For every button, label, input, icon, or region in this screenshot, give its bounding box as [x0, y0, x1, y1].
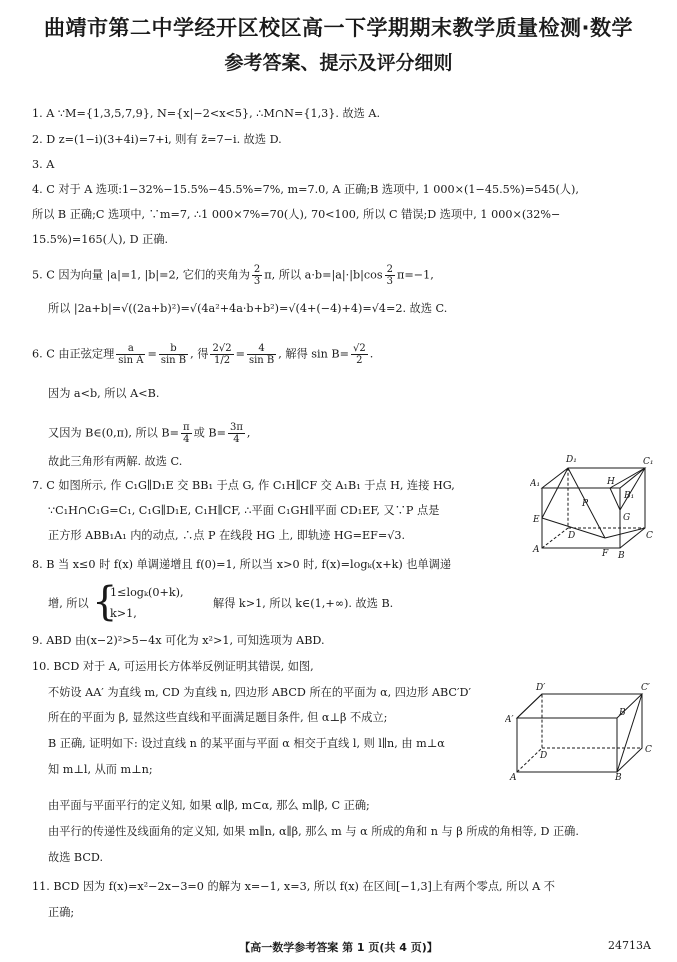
answer-q7-line1: 7. C 如图所示, 作 C₁G∥D₁E 交 BB₁ 于点 G, 作 C₁H∥CF 交 A₁B₁ 于点 H, 连接 HG, [32, 479, 455, 492]
answer-q8-cond1: 1≤logₖ(0+k), [110, 586, 184, 599]
answer-q10-line3: 所在的平面为 β, 显然这些直线和平面满足题目条件, 但 α⊥β 不成立; [48, 711, 388, 724]
cuboid-figure-q10 [505, 680, 663, 782]
answer-q10-line5: 知 m⊥l, 从而 m⊥n; [48, 763, 153, 776]
fig7-label-d: D [568, 531, 576, 541]
answer-q8-line2: 解得 k>1, 所以 k∈(1,+∞). 故选 B. [213, 597, 394, 610]
answer-q10-line7: 由平行的传递性及线面角的定义知, 如果 m∥n, α∥β, 那么 m 与 α 所成的角和 n 与 β 所成的角相等, D 正确. [48, 825, 579, 838]
fig7-label-c: C [646, 531, 653, 541]
answer-q7-line2: ∵C₁H∩C₁G=C₁, C₁G∥D₁E, C₁H∥CF, ∴平面 C₁GH∥平面 CD₁EF, 又∵P 点是 [48, 504, 440, 517]
answer-q6-line1: 6. C 由正弦定理 $\frac{a}{\text{sin A}}$ = $\frac{b}{\text{sin B}}$ , 得 $\frac{2√2}{1/2}$ = $\frac{4}{\text{sin B}}$ , 解得 sin B= $\frac{√2}{2}$ . [32, 343, 374, 366]
answer-q10-line1: 10. BCD 对于 A, 可运用长方体举反例证明其错误, 如图, [32, 660, 314, 673]
answer-q4-line1: 4. C 对于 A 选项:1−32%−15.5%−45.5%=7%, m=7.0, A 正确;B 选项中, 1 000×(1−45.5%)=545(人), [32, 183, 579, 196]
answer-q2: 2. D z=(1−i)(3+4i)=7+i, 则有 z̄=7−i. 故选 D. [32, 133, 282, 146]
fig10-label-d-prime: D′ [536, 683, 546, 693]
answer-q10-line4: B 正确, 证明如下: 设过直线 n 的某平面与平面 α 相交于直线 l, 则 l∥n, 由 m⊥α [48, 737, 445, 750]
doc-code: 24713A [608, 939, 651, 952]
fig7-label-b1: B₁ [624, 491, 635, 501]
answer-q8-line1: 8. B 当 x≤0 时 f(x) 单调递增且 f(0)=1, 所以当 x>0 时, f(x)=logₖ(x+k) 也单调递 [32, 558, 452, 571]
page-title: 曲靖市第二中学经开区校区高一下学期期末教学质量检测·数学 [44, 16, 633, 40]
answer-q6-line4: 故此三角形有两解. 故选 C. [48, 455, 183, 468]
cube-figure-q7 [530, 450, 655, 562]
answer-q8-cond2: k>1, [110, 607, 137, 620]
answer-q6-line3: 又因为 B∈(0,π), 所以 B= $\frac{\pi}{4}$ 或 B= $\frac{3\pi}{4}$ , [48, 422, 251, 445]
fig10-label-a-prime: A′ [505, 715, 514, 725]
answer-q10-line8: 故选 BCD. [48, 851, 104, 864]
fig7-label-e: E [533, 515, 540, 525]
fig7-label-a1: A₁ [530, 479, 541, 489]
answer-q5-line1: 5. C 因为向量 |a|=1, |b|=2, 它们的夹角为 $\frac{2}{3}$ π, 所以 a·b=|a|·|b|cos $\frac{2}{3}$ π=−1, [32, 264, 434, 287]
page-subtitle: 参考答案、提示及评分细则 [224, 52, 453, 74]
answer-q5-line2: 所以 |2a+b|=√((2a+b)²)=√(4a²+4a·b+b²)=√(4+(−4)+4)=√4=2. 故选 C. [48, 302, 448, 315]
fig7-label-f: F [602, 549, 609, 559]
fig7-label-p: P [582, 499, 589, 509]
page-footer: 【高一数学参考答案 第 1 页(共 4 页)】 [239, 941, 438, 954]
answer-q9: 9. ABD 由(x−2)²>5−4x 可化为 x²>1, 可知选项为 ABD. [32, 634, 325, 647]
answer-q3: 3. A [32, 158, 55, 171]
fig7-label-g: G [623, 513, 631, 523]
fig10-label-c: C [645, 745, 652, 755]
answer-q10-line6: 由平面与平面平行的定义知, 如果 α∥β, m⊂α, 那么 m∥β, C 正确; [48, 799, 370, 812]
fig7-label-d1: D₁ [566, 455, 577, 465]
answer-q4-line3: 15.5%)=165(人), D 正确. [32, 233, 169, 246]
fig10-label-b: B [615, 773, 622, 782]
answer-q6-line2: 因为 a<b, 所以 A<B. [48, 387, 160, 400]
fig7-label-h: H [607, 477, 615, 487]
answer-q1: 1. A ∵M={1,3,5,7,9}, N={x|−2<x<5}, ∴M∩N={1,3}. 故选 A. [32, 107, 381, 120]
answer-q10-line2: 不妨设 AA′ 为直线 m, CD 为直线 n, 四边形 ABCD 所在的平面为 α, 四边形 ABC′D′ [48, 686, 472, 699]
answer-q11-line1: 11. BCD 因为 f(x)=x²−2x−3=0 的解为 x=−1, x=3, 所以 f(x) 在区间[−1,3]上有两个零点, 所以 A 不 [32, 880, 555, 893]
answer-q8-line2-lead: 增, 所以 [48, 597, 89, 610]
fig7-label-b: B [618, 551, 625, 561]
fig10-label-d: D [540, 751, 548, 761]
fig10-label-b-prime: B′ [619, 708, 628, 718]
answer-q4-line2: 所以 B 正确;C 选项中, ∵m=7, ∴1 000×7%=70(人), 70<100, 所以 C 错误;D 选项中, 1 000×(32%− [32, 208, 561, 221]
answer-q7-line3: 正方形 ABB₁A₁ 内的动点, ∴点 P 在线段 HG 上, 即轨迹 HG=EF=√3. [48, 529, 406, 542]
fig10-label-c-prime: C′ [641, 683, 650, 693]
answer-q11-line2: 正确; [48, 906, 75, 919]
fig7-label-c1: C₁ [643, 457, 654, 467]
piecewise-brace: { [92, 579, 118, 625]
fig10-label-a: A [510, 773, 517, 782]
fig7-label-a: A [533, 545, 540, 555]
